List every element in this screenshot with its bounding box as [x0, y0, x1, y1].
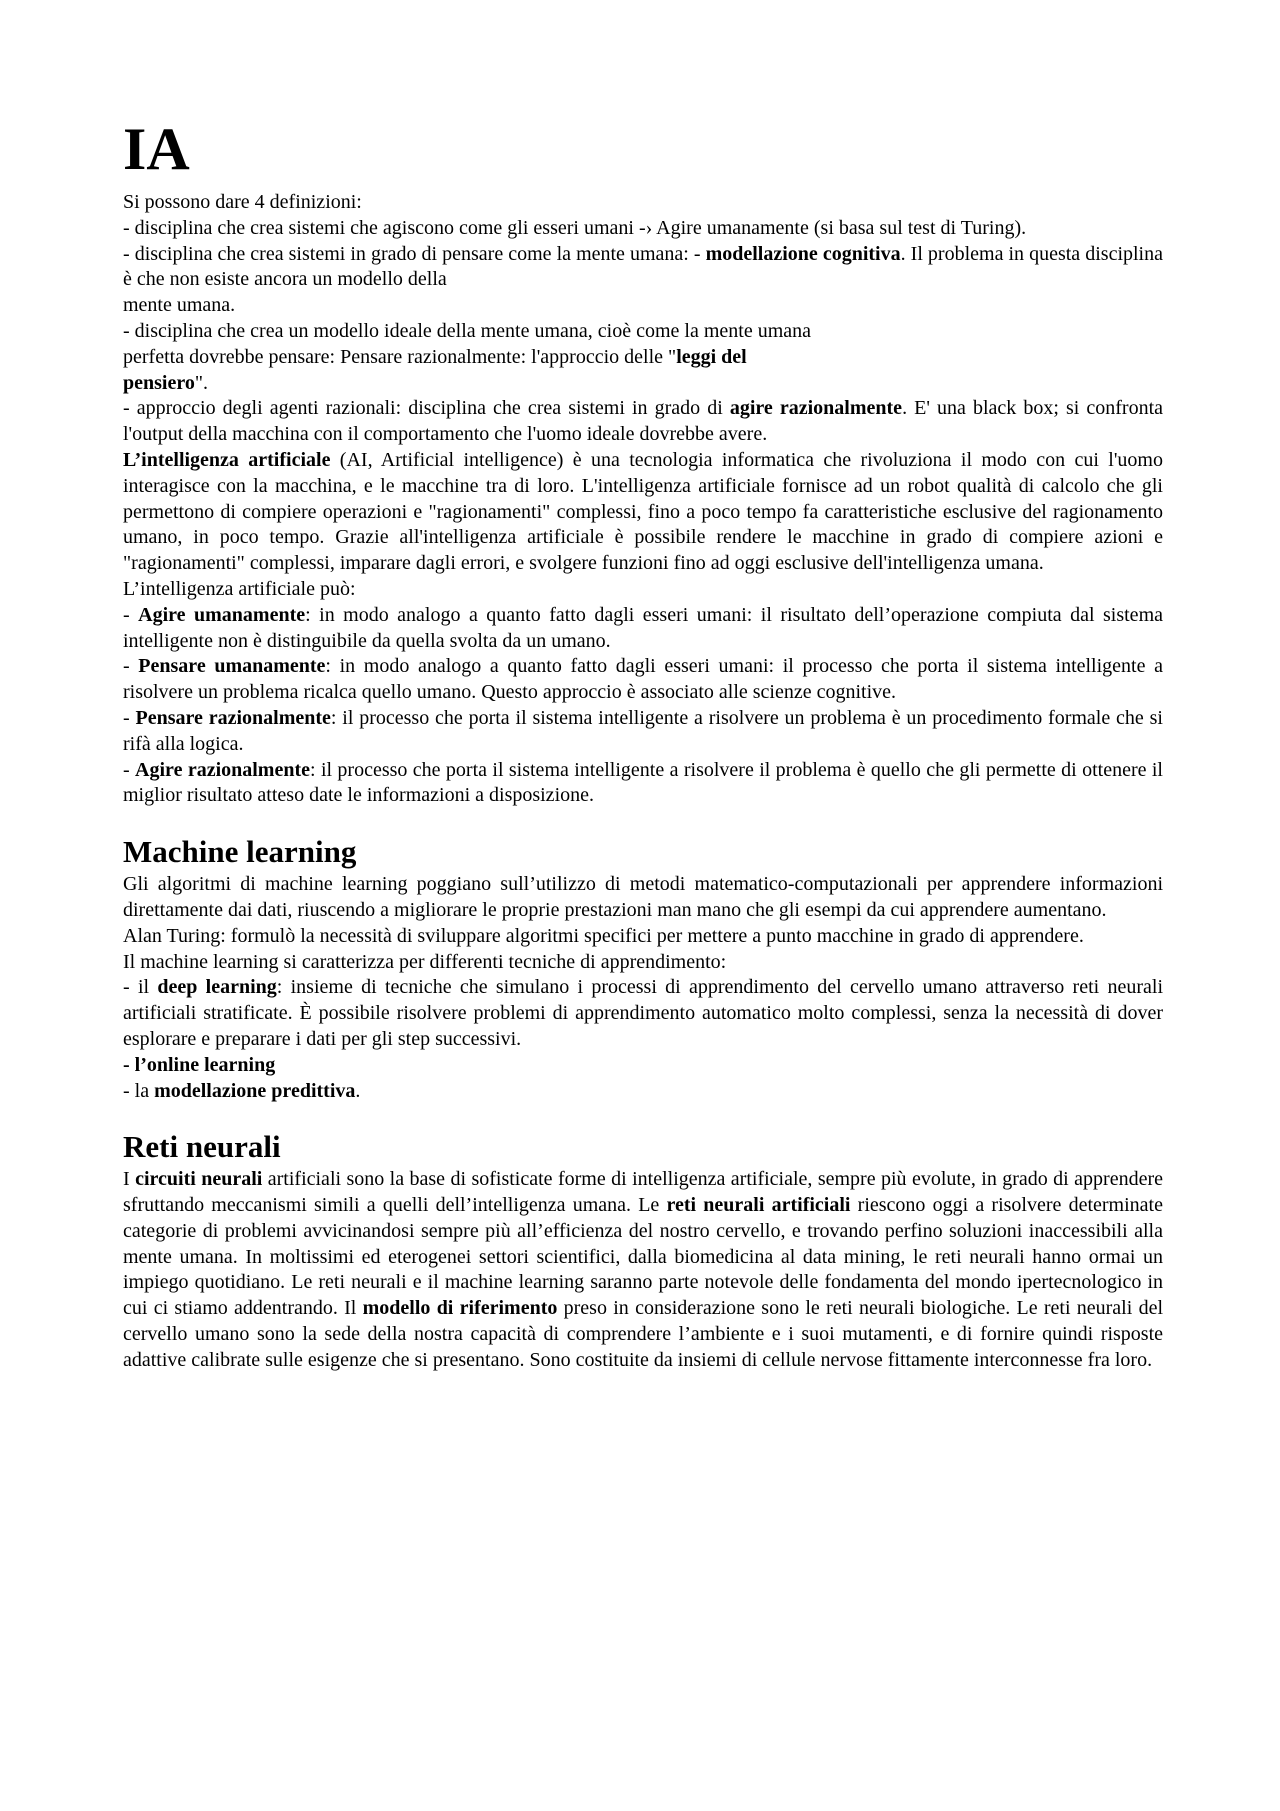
ml-paragraph-3: Il machine learning si caratterizza per differenti tecniche di apprendimento:: [123, 950, 727, 973]
page-title: IA: [123, 116, 190, 182]
definition-4: - approccio degli agenti razionali: disciplina che crea sistemi in grado di agire razionalmente. E' una black box; si confronta l'output della macchina con il comportamento che l'uomo ideale dovrebbe avere.: [123, 397, 1164, 446]
ml-paragraph-1: Gli algoritmi di machine learning poggiano sull’utilizzo di metodi matematico-computazionali per apprendere informazioni direttamente dai dati, riuscendo a migliorare le proprie prestazioni man mano che gli esempi da cui apprendere aumentano.: [123, 873, 1163, 921]
rn-paragraph: I circuiti neurali artificiali sono la base di sofisticate forme di intelligenza artificiale, sempre più evolute, in grado di apprendere sfruttando meccanismi simili a quelli dell’intelligenza umana. Le reti neurali artificiali riescono oggi a risolvere determinate categorie di problemi avvicinandosi sempre più all’efficienza del nostro cervello, e trovando perfino soluzioni inaccessibili alla mente umana. In moltissimi ed eterogenei settori scientifici, dalla biomedicina al data mining, le reti neurali hanno ormai un impiego quotidiano. Le reti neurali e il machine learning saranno parte notevole delle fondamenta del mondo ipertecnologico in cui ci stiamo addentrando. Il modello di riferimento preso in considerazione sono le reti neurali biologiche. Le reti neurali del cervello umano sono la sede della nostra capacità di comprendere l’ambiente e i suoi mutamenti, e di fornire quindi risposte adattive calibrate sulle esigenze che si presentano. Sono costituite da insiemi di cellule nervose fittamente interconnesse fra loro.: [123, 1168, 1164, 1371]
intro-line: Si possono dare 4 definizioni:: [123, 191, 362, 213]
definition-1: - disciplina che crea sistemi che agiscono come gli esseri umani -› Agire umanamente (si basa sul test di Turing).: [123, 216, 1027, 239]
ml-list-item-predictive-modeling: - la modellazione predittiva.: [123, 1079, 361, 1102]
ai-paragraph: L’intelligenza artificiale (AI, Artificial intelligence) è una tecnologia informatica che rivoluziona il modo con cui l'uomo interagisce con la macchina, e le macchine tra di loro. L'intelligenza artificiale fornisce ad un robot qualità di calcolo che gli permettono di compiere operazioni e "ragionamenti" complessi, fino a poco tempo fa caratteristiche esclusive del ragionamento umano, in poco tempo. Grazie all'intelligenza artificiale è possibile rendere le macchine in grado di compiere azioni e "ragionamenti" complessi, imparare dagli errori, e svolgere funzioni fino ad oggi esclusive dell'intelligenza umana.: [123, 448, 1163, 575]
ml-list-item-online-learning: - l’online learning: [123, 1053, 276, 1076]
definition-2: - disciplina che crea sistemi in grado di pensare come la mente umana: - modellazione cognitiva. Il problema in questa disciplina è che non esiste ancora un modello della: [123, 242, 1163, 291]
ml-list-item-deep-learning: - il deep learning: insieme di tecniche che simulano i processi di apprendimento del cervello umano attraverso reti neurali artificiali stratificate. È possibile risolvere problemi di apprendimento automatico molto complessi, senza la necessità di dover esplorare e preparare i dati per gli step successivi.: [123, 976, 1163, 1050]
ai-capability-1: - Agire umanamente: in modo analogo a quanto fatto dagli esseri umani: il risultato dell’operazione compiuta dal sistema intelligente non è distinguibile da quella svolta da un umano.: [123, 603, 1163, 652]
ai-capability-4: - Agire razionalmente: il processo che porta il sistema intelligente a risolvere il problema è quello che gli permette di ottenere il miglior risultato atteso date le informazioni a disposizione.: [123, 758, 1163, 807]
section-heading-machine-learning: Machine learning: [123, 834, 357, 870]
definition-3-continued: perfetta dovrebbe pensare: Pensare razionalmente: l'approccio delle "leggi del: [123, 345, 747, 368]
ai-capability-2: - Pensare umanamente: in modo analogo a quanto fatto dagli esseri umani: il processo che porta il sistema intelligente a risolvere un problema ricalca quello umano. Questo approccio è associato alle scienze cognitive.: [123, 655, 1163, 704]
definition-3: - disciplina che crea un modello ideale della mente umana, cioè come la mente umana: [123, 319, 812, 342]
definition-2-continued: mente umana.: [123, 294, 236, 317]
ai-capability-3: - Pensare razionalmente: il processo che porta il sistema intelligente a risolvere un problema è un procedimento formale che si rifà alla logica.: [123, 706, 1163, 755]
document-page: [123, 118, 1163, 1374]
ml-paragraph-2: Alan Turing: formulò la necessità di sviluppare algoritmi specifici per mettere a punto macchine in grado di apprendere.: [123, 924, 1084, 947]
section-heading-reti-neurali: Reti neurali: [123, 1129, 281, 1165]
ai-can-line: L’intelligenza artificiale può:: [123, 577, 356, 600]
definition-3-end: pensiero".: [123, 371, 209, 394]
